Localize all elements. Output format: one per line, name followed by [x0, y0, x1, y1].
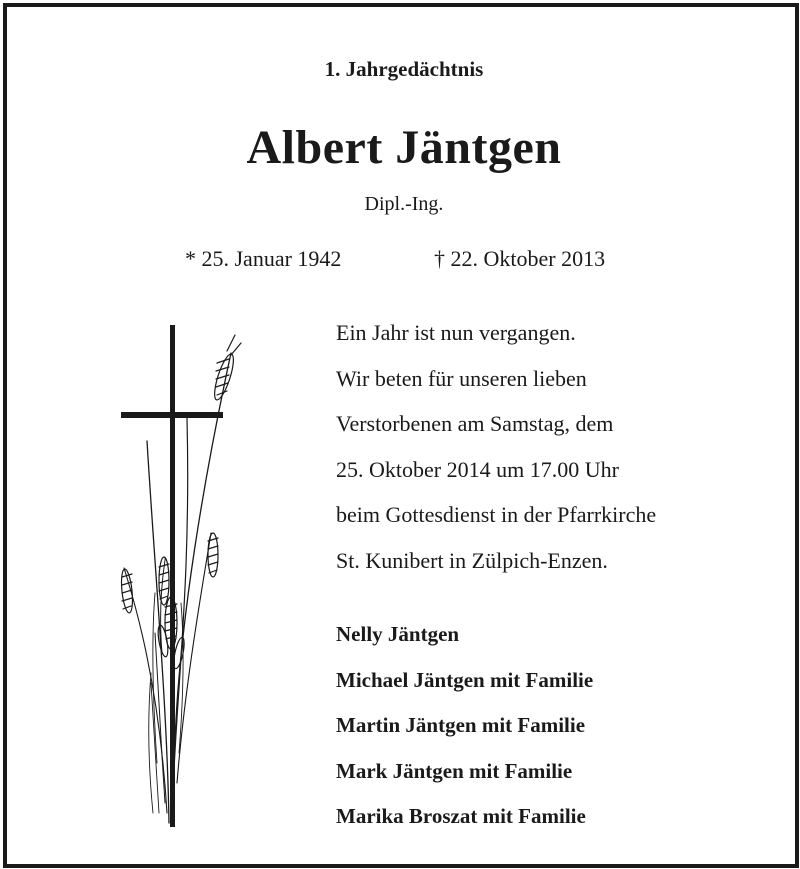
- mourners-list: [336, 617, 593, 845]
- message-line: 25. Oktober 2014 um 17.00 Uhr: [336, 456, 619, 482]
- obituary-frame: [3, 3, 799, 868]
- message-line: Verstorbenen am Samstag, dem: [336, 411, 614, 436]
- memorial-message: [336, 316, 656, 589]
- birth-date: * 25. Januar 1942: [185, 246, 342, 271]
- death-date: † 22. Oktober 2013: [434, 246, 606, 271]
- message-line: Wir beten für unseren lieben: [336, 365, 587, 391]
- mourner-name: Martin Jäntgen mit Familie: [336, 713, 586, 737]
- academic-title: Dipl.-Ing.: [364, 193, 444, 215]
- message-line: Ein Jahr ist nun vergangen.: [336, 320, 576, 345]
- mourner-name: Nelly Jäntgen: [336, 622, 460, 646]
- cross-with-wheat-icon: [107, 323, 247, 829]
- message-line: beim Gottesdienst in der Pfarrkirche: [336, 502, 657, 527]
- mourner-name: Michael Jäntgen mit Familie: [336, 667, 594, 692]
- mourner-name: Mark Jäntgen mit Familie: [336, 758, 573, 783]
- mourner-name: Marika Broszat mit Familie: [336, 804, 586, 828]
- anniversary-heading: 1. Jahrgedächtnis: [324, 57, 484, 81]
- message-line: St. Kunibert in Zülpich-Enzen.: [336, 547, 608, 573]
- deceased-name: Albert Jäntgen: [246, 121, 562, 174]
